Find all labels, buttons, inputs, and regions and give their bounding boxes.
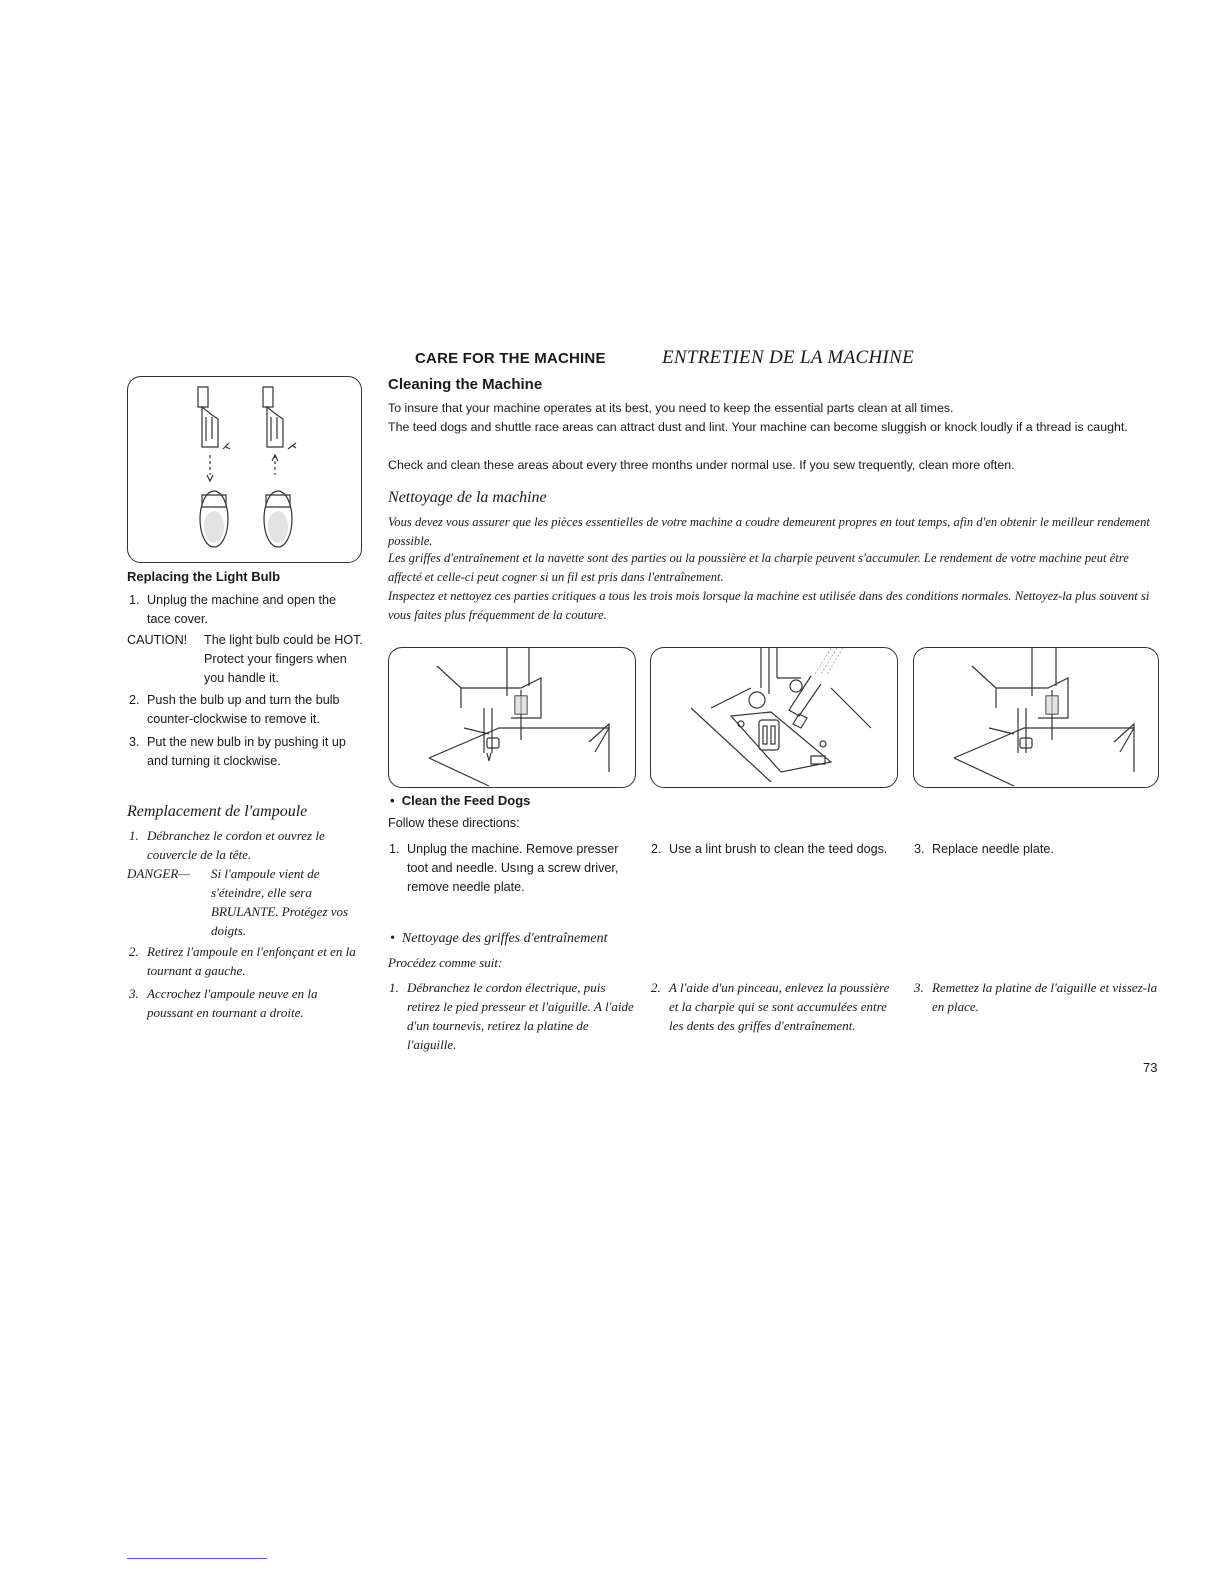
bullet: • [390,793,395,808]
feed-dogs-fr-step-1 [389,978,635,1054]
light-bulb-step-2 [129,691,363,729]
step-number: 1. [129,828,139,843]
step-number: 3. [129,735,140,749]
feed-dogs-fr-step-2 [651,978,897,1035]
step-text: Put the new bulb in by pushing it up and turning it clockwise. [147,735,346,768]
caution-text: The light bulb could be HOT. Protect your fingers when you handle it. [204,633,363,685]
step-number: 2. [129,693,140,707]
step-number: 3. [129,986,139,1001]
step-text: Retirez l'ampoule en l'enfonçant et en la tournant a gauche. [147,944,356,978]
lint-brush-illustration [650,647,898,788]
light-bulb-step-3 [129,733,363,771]
step-text: Replace needle plate. [932,842,1054,856]
step-text: A l'aide d'un pinceau, enlevez la poussière et la charpie qui se sont accumulées entre les dents des griffes d'entraînement. [669,980,890,1033]
light-bulb-heading-fr: Remplacement de l'ampoule [127,803,308,820]
light-bulb-heading: Replacing the Light Bulb [127,569,281,584]
feed-dogs-step-2 [651,840,897,859]
step-text: Unplug the machine. Remove presser toot and needle. Usıng a screw driver, remove needle plate. [407,842,619,894]
step-text: Unplug the machine and open the tace cover. [147,593,337,626]
cleaning-heading-en: Cleaning the Machine [388,376,543,393]
step-text: Remettez la platine de l'aiguille et vissez-la en place. [932,980,1158,1014]
step-number: 1. [389,980,399,995]
light-bulb-step-1 [129,591,363,629]
step-text: Accrochez l'ampoule neuve en la poussant en tournant a droite. [147,986,318,1020]
step-number: 2. [651,980,661,995]
footer-rule [127,1558,267,1559]
feed-dogs-fr-step-3 [914,978,1158,1016]
remove-needle-plate-illustration [388,647,636,788]
section-title-en: CARE FOR THE MACHINE [415,350,606,367]
feed-dogs-heading-fr [390,931,607,947]
section-title-fr: ENTRETIEN DE LA MACHINE [662,347,914,368]
cleaning-paragraph-3: Check and clean these areas about every three months under normal use. If you sew trequently, clean more often. [388,458,1015,472]
light-bulb-fr-step-3 [129,984,363,1022]
step-text: Débranchez le cordon électrique, puis retirez le pied presseur et l'aiguille. A l'aide d'un tournevis, retirez la platine de l'aiguille. [407,980,634,1052]
light-bulb-illustration [127,376,362,563]
danger-text: Si l'ampoule vient de s'éteindre, elle sera BRULANTE. Protégez vos doigts. [211,866,349,938]
cleaning-paragraph-fr-1: Vous devez vous assurer que les pièces essentielles de votre machine a coudre demeurent propres en tout temps, afin d'en obtenir le meilleur rendement possible. [388,515,1150,548]
danger-label: DANGER— [127,866,190,881]
feed-dogs-step-3 [914,840,1158,859]
page-number: 73 [1143,1060,1158,1075]
step-number: 1. [389,842,400,856]
light-bulb-fr-step-2 [129,942,363,980]
feed-dogs-step-1 [389,840,635,897]
step-number: 3. [914,842,925,856]
feed-dogs-heading [390,793,530,808]
feed-dogs-heading-text: Clean the Feed Dogs [401,793,531,808]
bullet: • [390,931,395,946]
step-number: 2. [129,944,139,959]
step-text: Use a lint brush to clean the teed dogs. [669,842,888,856]
step-number: 2. [651,842,662,856]
danger-note [127,864,363,940]
step-number: 3. [914,980,924,995]
step-text: Push the bulb up and turn the bulb counter-clockwise to remove it. [147,693,340,726]
cleaning-heading-fr: Nettoyage de la machine [388,489,547,506]
cleaning-paragraph-2: The teed dogs and shuttle race areas can attract dust and lint. Your machine can become sluggish or knock loudly if a thread is caught. [388,420,1128,434]
caution-note [127,631,363,688]
cleaning-paragraph-fr-3: Inspectez et nettoyez ces parties critiques a tous les trois mois lorsque la machine est utilisée dans des conditions normales. Nettoyez-la plus souvent si vous faites plus fréquemment de la couture. [388,589,1150,622]
replace-needle-plate-illustration [913,647,1159,788]
caution-label: CAUTION! [127,633,188,647]
step-number: 1. [129,593,140,607]
light-bulb-fr-step-1 [129,826,363,864]
feed-dogs-intro: Follow these directions: [388,816,520,830]
step-text: Débranchez le cordon et ouvrez le couvercle de la tête. [147,828,325,862]
feed-dogs-heading-fr-text: Nettoyage des griffes d'entraînement [401,931,608,946]
cleaning-paragraph-1: To insure that your machine operates at its best, you need to keep the essential parts clean at all times. [388,401,954,415]
feed-dogs-intro-fr: Procédez comme suit: [388,955,503,970]
cleaning-paragraph-fr-2: Les griffes d'entraînement et la navette sont des parties ou la poussière et la charpie peuvent s'accumuler. Le rendement de votre machine peut être affecté et celle-ci peut cogner si un fil est pris dans l'entraînement. [388,551,1129,584]
